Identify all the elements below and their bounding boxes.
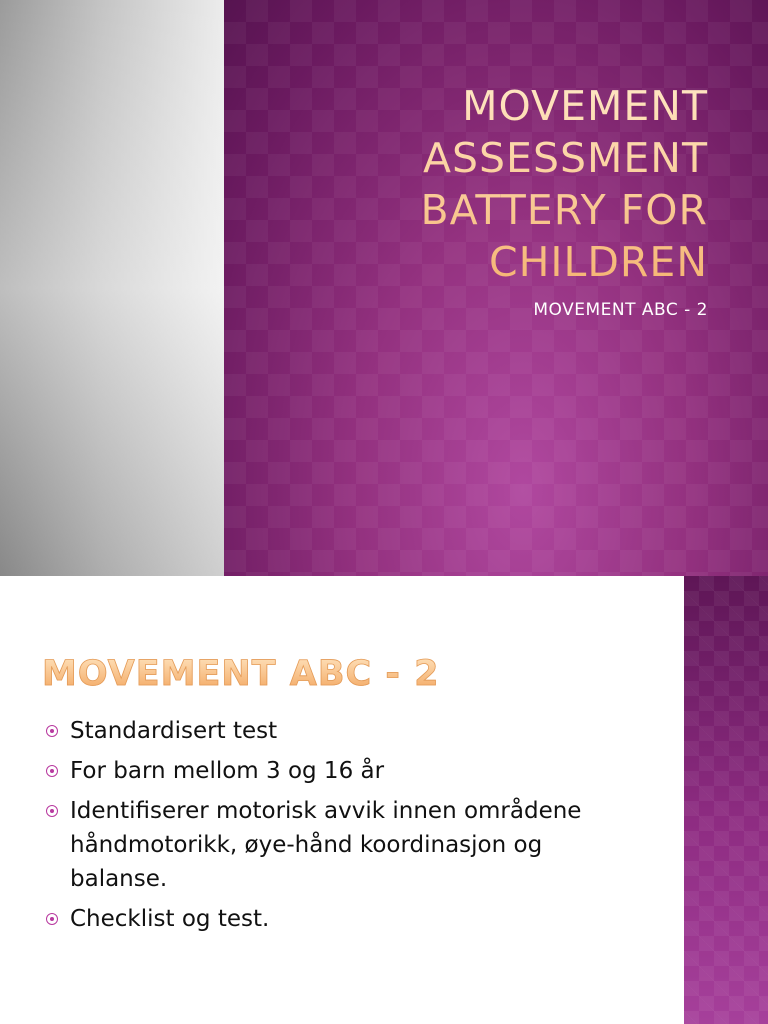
bullet-text: For barn mellom 3 og 16 år — [70, 758, 385, 784]
slide-subtitle: MOVEMENT ABC - 2 — [533, 300, 708, 320]
list-item — [46, 714, 646, 748]
slide-title: MOVEMENT ASSESSMENT BATTERY FOR CHILDREN — [268, 80, 708, 288]
bullet-text: Checklist og test. — [70, 906, 270, 932]
bullet-text: Standardisert test — [70, 718, 278, 744]
content-slide-title: MOVEMENT ABC - 2 — [42, 654, 440, 694]
list-item — [46, 902, 646, 936]
circle-bullet-icon — [46, 725, 58, 737]
content-slide — [0, 576, 768, 1024]
list-item — [46, 794, 646, 896]
purple-side-stripe — [684, 576, 768, 1024]
gray-side-panel — [0, 0, 224, 576]
bullet-text: Identifiserer motorisk avvik innen områdene håndmotorikk, øye-hånd koordinasjon og balanse. — [70, 798, 582, 892]
list-item — [46, 754, 646, 788]
circle-bullet-icon — [46, 805, 58, 817]
circle-bullet-icon — [46, 913, 58, 925]
circle-bullet-icon — [46, 765, 58, 777]
bullet-list — [46, 714, 646, 942]
